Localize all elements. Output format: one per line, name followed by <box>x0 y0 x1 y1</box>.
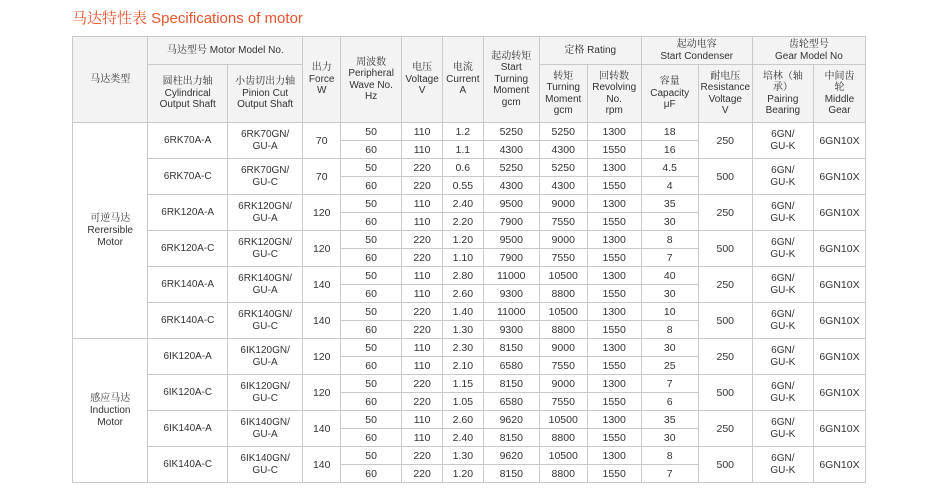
start-moment-cell: 9500 <box>483 195 539 213</box>
voltage-cell: 220 <box>402 231 443 249</box>
header-middle: 中间齿 轮 Middle Gear <box>813 65 865 123</box>
capacity-cell: 7 <box>641 465 698 483</box>
frequency-cell: 60 <box>341 465 402 483</box>
table-row <box>73 159 866 177</box>
header-current: 电流 Current A <box>442 37 483 123</box>
current-cell: 0.55 <box>442 177 483 195</box>
force-cell: 140 <box>303 411 341 447</box>
start-moment-cell: 8150 <box>483 375 539 393</box>
bearing-cell: 6GN/ GU-K <box>752 375 813 411</box>
revolving-cell: 1550 <box>587 213 641 231</box>
voltage-cell: 220 <box>402 249 443 267</box>
force-cell: 70 <box>303 123 341 159</box>
resistance-voltage-cell: 500 <box>698 159 752 195</box>
model-cylindrical-cell: 6IK140A-A <box>148 411 228 447</box>
turning-moment-cell: 7550 <box>539 213 587 231</box>
motor-type-cell: 可逆马达 Rerersible Motor <box>73 123 148 339</box>
current-cell: 1.20 <box>442 231 483 249</box>
current-cell: 1.20 <box>442 465 483 483</box>
model-pinion-cell: 6RK140GN/ GU-C <box>227 303 302 339</box>
revolving-cell: 1550 <box>587 393 641 411</box>
start-moment-cell: 6580 <box>483 393 539 411</box>
force-cell: 140 <box>303 447 341 483</box>
middle-gear-cell: 6GN10X <box>813 267 865 303</box>
header-condenser: 起动电容 Start Condenser <box>641 37 752 65</box>
model-cylindrical-cell: 6IK120A-C <box>148 375 228 411</box>
resistance-voltage-cell: 250 <box>698 411 752 447</box>
frequency-cell: 50 <box>341 303 402 321</box>
turning-moment-cell: 5250 <box>539 123 587 141</box>
frequency-cell: 60 <box>341 429 402 447</box>
turning-moment-cell: 9000 <box>539 195 587 213</box>
model-cylindrical-cell: 6IK120A-A <box>148 339 228 375</box>
frequency-cell: 50 <box>341 411 402 429</box>
current-cell: 2.60 <box>442 285 483 303</box>
header-gear: 齿轮型号 Gear Model No <box>752 37 865 65</box>
model-cylindrical-cell: 6RK140A-C <box>148 303 228 339</box>
voltage-cell: 110 <box>402 411 443 429</box>
frequency-cell: 60 <box>341 177 402 195</box>
revolving-cell: 1550 <box>587 357 641 375</box>
frequency-cell: 60 <box>341 141 402 159</box>
current-cell: 1.2 <box>442 123 483 141</box>
capacity-cell: 18 <box>641 123 698 141</box>
start-moment-cell: 9620 <box>483 411 539 429</box>
start-moment-cell: 7900 <box>483 213 539 231</box>
middle-gear-cell: 6GN10X <box>813 447 865 483</box>
capacity-cell: 8 <box>641 231 698 249</box>
frequency-cell: 50 <box>341 375 402 393</box>
revolving-cell: 1550 <box>587 465 641 483</box>
start-moment-cell: 8150 <box>483 429 539 447</box>
start-moment-cell: 6580 <box>483 357 539 375</box>
current-cell: 1.40 <box>442 303 483 321</box>
revolving-cell: 1300 <box>587 267 641 285</box>
bearing-cell: 6GN/ GU-K <box>752 411 813 447</box>
header-cylindrical: 圆柱出力轴 Cylindrical Output Shaft <box>148 65 228 123</box>
voltage-cell: 110 <box>402 285 443 303</box>
current-cell: 1.30 <box>442 321 483 339</box>
frequency-cell: 50 <box>341 447 402 465</box>
current-cell: 2.60 <box>442 411 483 429</box>
voltage-cell: 220 <box>402 375 443 393</box>
frequency-cell: 60 <box>341 321 402 339</box>
voltage-cell: 220 <box>402 159 443 177</box>
voltage-cell: 110 <box>402 429 443 447</box>
bearing-cell: 6GN/ GU-K <box>752 195 813 231</box>
model-cylindrical-cell: 6IK140A-C <box>148 447 228 483</box>
middle-gear-cell: 6GN10X <box>813 303 865 339</box>
middle-gear-cell: 6GN10X <box>813 195 865 231</box>
table-row <box>73 123 866 141</box>
start-moment-cell: 11000 <box>483 303 539 321</box>
frequency-cell: 60 <box>341 249 402 267</box>
header-force: 出力 Force W <box>303 37 341 123</box>
table-row <box>73 339 866 357</box>
start-moment-cell: 9620 <box>483 447 539 465</box>
model-pinion-cell: 6IK140GN/ GU-A <box>227 411 302 447</box>
start-moment-cell: 5250 <box>483 159 539 177</box>
capacity-cell: 25 <box>641 357 698 375</box>
start-moment-cell: 8150 <box>483 339 539 357</box>
bearing-cell: 6GN/ GU-K <box>752 339 813 375</box>
revolving-cell: 1550 <box>587 249 641 267</box>
frequency-cell: 60 <box>341 213 402 231</box>
bearing-cell: 6GN/ GU-K <box>752 447 813 483</box>
middle-gear-cell: 6GN10X <box>813 375 865 411</box>
resistance-voltage-cell: 500 <box>698 447 752 483</box>
current-cell: 1.1 <box>442 141 483 159</box>
voltage-cell: 220 <box>402 177 443 195</box>
force-cell: 120 <box>303 375 341 411</box>
frequency-cell: 50 <box>341 267 402 285</box>
capacity-cell: 30 <box>641 429 698 447</box>
frequency-cell: 60 <box>341 357 402 375</box>
model-cylindrical-cell: 6RK70A-A <box>148 123 228 159</box>
voltage-cell: 220 <box>402 303 443 321</box>
start-moment-cell: 4300 <box>483 141 539 159</box>
bearing-cell: 6GN/ GU-K <box>752 303 813 339</box>
bearing-cell: 6GN/ GU-K <box>752 123 813 159</box>
turning-moment-cell: 10500 <box>539 411 587 429</box>
table-row <box>73 411 866 429</box>
revolving-cell: 1300 <box>587 411 641 429</box>
voltage-cell: 110 <box>402 339 443 357</box>
current-cell: 2.80 <box>442 267 483 285</box>
capacity-cell: 8 <box>641 447 698 465</box>
capacity-cell: 7 <box>641 249 698 267</box>
voltage-cell: 110 <box>402 267 443 285</box>
start-moment-cell: 9500 <box>483 231 539 249</box>
bearing-cell: 6GN/ GU-K <box>752 159 813 195</box>
revolving-cell: 1300 <box>587 303 641 321</box>
model-pinion-cell: 6RK70GN/ GU-A <box>227 123 302 159</box>
start-moment-cell: 5250 <box>483 123 539 141</box>
start-moment-cell: 9300 <box>483 321 539 339</box>
current-cell: 2.10 <box>442 357 483 375</box>
revolving-cell: 1550 <box>587 141 641 159</box>
resistance-voltage-cell: 500 <box>698 303 752 339</box>
header-revolving: 回转数 Revolving No. rpm <box>587 65 641 123</box>
force-cell: 140 <box>303 267 341 303</box>
table-row <box>73 447 866 465</box>
header-rating: 定格 Rating <box>539 37 641 65</box>
voltage-cell: 220 <box>402 321 443 339</box>
motor-type-cell: 感应马达 Induction Motor <box>73 339 148 483</box>
voltage-cell: 110 <box>402 123 443 141</box>
frequency-cell: 50 <box>341 231 402 249</box>
resistance-voltage-cell: 250 <box>698 267 752 303</box>
turning-moment-cell: 9000 <box>539 339 587 357</box>
capacity-cell: 10 <box>641 303 698 321</box>
model-pinion-cell: 6RK120GN/ GU-C <box>227 231 302 267</box>
revolving-cell: 1300 <box>587 123 641 141</box>
middle-gear-cell: 6GN10X <box>813 123 865 159</box>
header-resistance: 耐电压 Resistance Voltage V <box>698 65 752 123</box>
bearing-cell: 6GN/ GU-K <box>752 231 813 267</box>
resistance-voltage-cell: 500 <box>698 375 752 411</box>
start-moment-cell: 7900 <box>483 249 539 267</box>
turning-moment-cell: 10500 <box>539 303 587 321</box>
header-voltage: 电压 Voltage V <box>402 37 443 123</box>
turning-moment-cell: 4300 <box>539 177 587 195</box>
capacity-cell: 30 <box>641 213 698 231</box>
model-pinion-cell: 6RK70GN/ GU-C <box>227 159 302 195</box>
page-title: 马达特性表 Specifications of motor <box>72 10 303 27</box>
middle-gear-cell: 6GN10X <box>813 411 865 447</box>
current-cell: 1.30 <box>442 447 483 465</box>
revolving-cell: 1300 <box>587 447 641 465</box>
voltage-cell: 220 <box>402 447 443 465</box>
resistance-voltage-cell: 500 <box>698 231 752 267</box>
frequency-cell: 60 <box>341 393 402 411</box>
frequency-cell: 50 <box>341 339 402 357</box>
revolving-cell: 1300 <box>587 339 641 357</box>
voltage-cell: 110 <box>402 213 443 231</box>
header-pairing: 培林（轴 承） Pairing Bearing <box>752 65 813 123</box>
force-cell: 70 <box>303 159 341 195</box>
capacity-cell: 16 <box>641 141 698 159</box>
model-pinion-cell: 6IK120GN/ GU-A <box>227 339 302 375</box>
turning-moment-cell: 8800 <box>539 429 587 447</box>
turning-moment-cell: 9000 <box>539 375 587 393</box>
model-cylindrical-cell: 6RK140A-A <box>148 267 228 303</box>
middle-gear-cell: 6GN10X <box>813 339 865 375</box>
frequency-cell: 50 <box>341 195 402 213</box>
table-row <box>73 231 866 249</box>
voltage-cell: 110 <box>402 141 443 159</box>
model-cylindrical-cell: 6RK120A-C <box>148 231 228 267</box>
revolving-cell: 1300 <box>587 231 641 249</box>
revolving-cell: 1300 <box>587 195 641 213</box>
voltage-cell: 220 <box>402 393 443 411</box>
turning-moment-cell: 8800 <box>539 465 587 483</box>
header-model-no: 马达型号 Motor Model No. <box>148 37 303 65</box>
capacity-cell: 8 <box>641 321 698 339</box>
capacity-cell: 30 <box>641 339 698 357</box>
capacity-cell: 35 <box>641 195 698 213</box>
start-moment-cell: 9300 <box>483 285 539 303</box>
current-cell: 2.20 <box>442 213 483 231</box>
force-cell: 120 <box>303 231 341 267</box>
middle-gear-cell: 6GN10X <box>813 231 865 267</box>
current-cell: 2.30 <box>442 339 483 357</box>
frequency-cell: 50 <box>341 123 402 141</box>
model-cylindrical-cell: 6RK70A-C <box>148 159 228 195</box>
revolving-cell: 1550 <box>587 321 641 339</box>
revolving-cell: 1300 <box>587 159 641 177</box>
model-pinion-cell: 6IK140GN/ GU-C <box>227 447 302 483</box>
voltage-cell: 110 <box>402 195 443 213</box>
model-pinion-cell: 6RK140GN/ GU-A <box>227 267 302 303</box>
model-pinion-cell: 6IK120GN/ GU-C <box>227 375 302 411</box>
current-cell: 2.40 <box>442 195 483 213</box>
spec-table <box>72 36 866 483</box>
bearing-cell: 6GN/ GU-K <box>752 267 813 303</box>
table-row <box>73 303 866 321</box>
turning-moment-cell: 9000 <box>539 231 587 249</box>
frequency-cell: 50 <box>341 159 402 177</box>
revolving-cell: 1300 <box>587 375 641 393</box>
capacity-cell: 7 <box>641 375 698 393</box>
capacity-cell: 35 <box>641 411 698 429</box>
header-motor-type: 马达类型 <box>73 37 148 123</box>
turning-moment-cell: 10500 <box>539 267 587 285</box>
resistance-voltage-cell: 250 <box>698 195 752 231</box>
frequency-cell: 60 <box>341 285 402 303</box>
turning-moment-cell: 5250 <box>539 159 587 177</box>
turning-moment-cell: 4300 <box>539 141 587 159</box>
start-moment-cell: 11000 <box>483 267 539 285</box>
capacity-cell: 30 <box>641 285 698 303</box>
turning-moment-cell: 8800 <box>539 321 587 339</box>
current-cell: 2.40 <box>442 429 483 447</box>
revolving-cell: 1550 <box>587 177 641 195</box>
turning-moment-cell: 7550 <box>539 249 587 267</box>
header-pinion: 小齿切出力轴 Pinion Cut Output Shaft <box>227 65 302 123</box>
capacity-cell: 4 <box>641 177 698 195</box>
model-pinion-cell: 6RK120GN/ GU-A <box>227 195 302 231</box>
turning-moment-cell: 7550 <box>539 393 587 411</box>
capacity-cell: 6 <box>641 393 698 411</box>
current-cell: 1.05 <box>442 393 483 411</box>
turning-moment-cell: 7550 <box>539 357 587 375</box>
current-cell: 1.10 <box>442 249 483 267</box>
revolving-cell: 1550 <box>587 285 641 303</box>
header-turning-moment: 转矩 Turning Moment gcm <box>539 65 587 123</box>
table-row <box>73 195 866 213</box>
revolving-cell: 1550 <box>587 429 641 447</box>
voltage-cell: 220 <box>402 465 443 483</box>
turning-moment-cell: 8800 <box>539 285 587 303</box>
capacity-cell: 4.5 <box>641 159 698 177</box>
header-capacity: 容量 Capacity μF <box>641 65 698 123</box>
current-cell: 0.6 <box>442 159 483 177</box>
middle-gear-cell: 6GN10X <box>813 159 865 195</box>
voltage-cell: 110 <box>402 357 443 375</box>
start-moment-cell: 4300 <box>483 177 539 195</box>
table-row <box>73 375 866 393</box>
start-moment-cell: 8150 <box>483 465 539 483</box>
force-cell: 120 <box>303 195 341 231</box>
capacity-cell: 40 <box>641 267 698 285</box>
header-wave: 周波数 Peripheral Wave No. Hz <box>341 37 402 123</box>
turning-moment-cell: 10500 <box>539 447 587 465</box>
resistance-voltage-cell: 250 <box>698 339 752 375</box>
resistance-voltage-cell: 250 <box>698 123 752 159</box>
force-cell: 120 <box>303 339 341 375</box>
header-start-moment: 起动转矩 Start Turning Moment gcm <box>483 37 539 123</box>
current-cell: 1.15 <box>442 375 483 393</box>
model-cylindrical-cell: 6RK120A-A <box>148 195 228 231</box>
table-row <box>73 267 866 285</box>
force-cell: 140 <box>303 303 341 339</box>
